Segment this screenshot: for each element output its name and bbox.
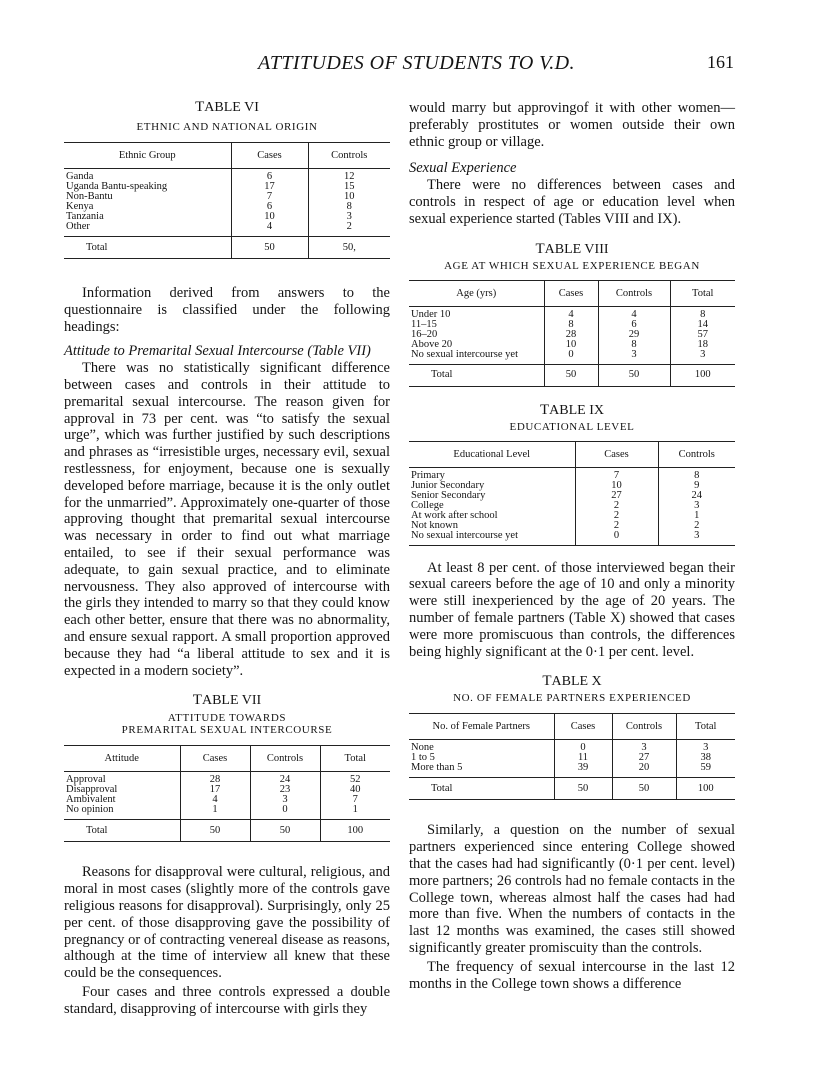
table-row xyxy=(64,202,390,212)
column-header: Cases xyxy=(231,143,308,169)
cell-cases: 0 xyxy=(554,740,612,754)
table-vi xyxy=(64,142,390,259)
table-vii xyxy=(64,745,390,842)
paragraph-premarital: There was no statistically significant difference between cases and controls in their attitude to premarital sexual intercourse. The reason given for approval in 73 per cent. was “to satisfy the sexual urge”, which was further justified by such descriptions and phrases as “irresistible urges, necessary evil, sexual restlessness, for enjoyment, because one is sexually developed before marriage, because it is the only outlet for the unmarried”. Approximately one-quarter of those approving thought that premarital sexual intercourse was necessary in order to find out what marriage entailed, to see if their sexual performance was adequate, to gain sexual practice, and to eliminate nervousness. They also approved of intercourse with the girls they intended to marry so that they could know each other better, ensure that there was no abnormality, and ensure sexual rapport. A small proportion approved because they had “a liberal attitude to sex and it is expected in a modern society”. xyxy=(64,360,390,679)
cell-cases: 28 xyxy=(180,772,250,786)
cell-total: 3 xyxy=(670,350,735,365)
cell-controls: 3 xyxy=(612,740,676,754)
paragraph-intro: Information derived from answers to the questionnaire is classified under the following headings: xyxy=(64,285,390,335)
running-header-title: ATTITUDES OF STUDENTS TO V.D. xyxy=(258,52,575,74)
cell-total: 3 xyxy=(676,740,735,754)
cell-cases: 17 xyxy=(180,785,250,795)
total-cases: 50 xyxy=(544,364,598,386)
table-header-row xyxy=(409,441,735,467)
row-label: 16–20 xyxy=(411,328,438,340)
column-header: Controls xyxy=(250,746,320,772)
cell-cases: 27 xyxy=(575,491,658,501)
cell-total: 18 xyxy=(670,340,735,350)
cell-controls: 8 xyxy=(308,202,390,212)
cell-controls: 3 xyxy=(598,350,670,365)
table-total-row xyxy=(409,364,735,386)
cell-cases: 10 xyxy=(231,212,308,222)
cell-controls: 8 xyxy=(658,467,735,481)
row-label: Junior Secondary xyxy=(411,479,485,491)
total-cases: 50 xyxy=(180,820,250,842)
total-cases: 50 xyxy=(231,237,308,259)
cell-total: 7 xyxy=(320,795,390,805)
row-label: Kenya xyxy=(66,201,94,212)
section-heading-premarital: Attitude to Premarital Sexual Intercourse (Table VII) xyxy=(64,343,371,360)
table-header-row xyxy=(409,280,735,306)
cell-controls: 15 xyxy=(308,182,390,192)
paragraph-sexual-experience: There were no differences between cases and controls in respect of age or education level when sexual experience started (Tables VIII and IX). xyxy=(409,177,735,227)
row-label: Other xyxy=(66,221,90,232)
cell-controls: 4 xyxy=(598,306,670,320)
cell-cases: 39 xyxy=(554,763,612,778)
total-label: Total xyxy=(64,237,231,259)
table-vii-subtitle-2: PREMARITAL SEXUAL INTERCOURSE xyxy=(121,724,333,737)
table-viii-title: TABLE VIII xyxy=(535,240,609,257)
cell-total: 38 xyxy=(676,753,735,763)
table-x-subtitle: NO. OF FEMALE PARTNERS EXPERIENCED xyxy=(453,692,691,705)
column-header: Cases xyxy=(575,441,658,467)
table-row xyxy=(409,531,735,546)
cell-cases: 0 xyxy=(575,531,658,546)
cell-controls: 3 xyxy=(658,501,735,511)
row-label: No opinion xyxy=(66,804,114,816)
table-vi-subtitle: ETHNIC AND NATIONAL ORIGIN xyxy=(136,121,318,133)
cell-total: 14 xyxy=(670,320,735,330)
total-total: 100 xyxy=(676,778,735,800)
table-vii-subtitle-1: ATTITUDE TOWARDS xyxy=(167,712,287,725)
cell-cases: 7 xyxy=(575,467,658,481)
row-label: Approval xyxy=(66,774,106,786)
column-header: Age (yrs) xyxy=(409,280,544,306)
cell-cases: 2 xyxy=(575,501,658,511)
table-row xyxy=(409,467,735,481)
column-header: Cases xyxy=(180,746,250,772)
left-column xyxy=(64,100,390,1018)
row-label: At work after school xyxy=(411,509,498,521)
cell-cases: 8 xyxy=(544,320,598,330)
total-controls: 50 xyxy=(598,364,670,386)
cell-cases: 4 xyxy=(231,222,308,237)
cell-cases: 17 xyxy=(231,182,308,192)
cell-cases: 28 xyxy=(544,330,598,340)
cell-cases: 11 xyxy=(554,753,612,763)
column-header: Controls xyxy=(598,280,670,306)
section-heading-sexual-experience: Sexual Experience xyxy=(409,160,517,177)
table-vi-title: TABLE VI xyxy=(195,99,259,115)
total-total: 100 xyxy=(320,820,390,842)
cell-total: 52 xyxy=(320,772,390,786)
table-row xyxy=(64,192,390,202)
cell-controls: 27 xyxy=(612,753,676,763)
cell-cases: 10 xyxy=(575,481,658,491)
column-header: Ethnic Group xyxy=(64,143,231,169)
table-row xyxy=(64,169,390,183)
cell-controls: 3 xyxy=(250,795,320,805)
paragraph-double-standard: Four cases and three controls expressed a double standard, disapproving of intercourse with girls they xyxy=(64,983,390,1017)
table-ix xyxy=(409,441,735,546)
cell-cases: 1 xyxy=(180,805,250,820)
cell-cases: 10 xyxy=(544,340,598,350)
column-header: Educational Level xyxy=(409,441,575,467)
cell-controls: 2 xyxy=(658,521,735,531)
total-controls: 50 xyxy=(250,820,320,842)
cell-controls: 2 xyxy=(308,222,390,237)
cell-cases: 0 xyxy=(544,350,598,365)
table-row xyxy=(64,212,390,222)
table-ix-title: TABLE IX xyxy=(540,401,604,418)
cell-total: 59 xyxy=(676,763,735,778)
row-label: Primary xyxy=(411,469,445,481)
row-label: Ambivalent xyxy=(66,794,116,806)
cell-cases: 4 xyxy=(544,306,598,320)
column-header: Total xyxy=(676,714,735,740)
table-viii xyxy=(409,280,735,387)
cell-controls: 24 xyxy=(658,491,735,501)
total-controls: 50, xyxy=(308,237,390,259)
column-header: Controls xyxy=(308,143,390,169)
cell-total: 1 xyxy=(320,805,390,820)
column-header: Total xyxy=(670,280,735,306)
cell-cases: 6 xyxy=(231,202,308,212)
cell-controls: 6 xyxy=(598,320,670,330)
total-controls: 50 xyxy=(612,778,676,800)
page-number: 161 xyxy=(707,52,734,72)
table-row xyxy=(409,763,735,778)
table-total-row xyxy=(64,820,390,842)
table-header-row xyxy=(409,714,735,740)
column-header: No. of Female Partners xyxy=(409,714,554,740)
row-label: Senior Secondary xyxy=(411,489,486,501)
cell-controls: 3 xyxy=(658,531,735,546)
cell-controls: 8 xyxy=(598,340,670,350)
table-vii-title: TABLE VII xyxy=(192,692,262,709)
row-label: 11–15 xyxy=(411,318,437,330)
table-row xyxy=(409,350,735,365)
cell-controls: 29 xyxy=(598,330,670,340)
total-total: 100 xyxy=(670,364,735,386)
table-row xyxy=(409,306,735,320)
table-viii-subtitle: AGE AT WHICH SEXUAL EXPERIENCE BEGAN xyxy=(444,259,700,272)
table-row xyxy=(409,740,735,754)
row-label: Disapproval xyxy=(66,784,118,796)
cell-controls: 20 xyxy=(612,763,676,778)
row-label: None xyxy=(411,742,434,754)
cell-total: 57 xyxy=(670,330,735,340)
row-label: No sexual intercourse yet xyxy=(411,529,519,541)
paragraph-frequency: The frequency of sexual intercourse in the last 12 months in the College town shows a difference xyxy=(409,958,735,992)
table-row xyxy=(64,772,390,786)
table-row xyxy=(64,222,390,237)
cell-cases: 7 xyxy=(231,192,308,202)
cell-controls: 3 xyxy=(308,212,390,222)
row-label: Above 20 xyxy=(411,338,453,350)
table-total-row xyxy=(64,237,390,259)
paragraph-at-least: At least 8 per cent. of those interviewed began their sexual careers before the age of 10 and only a minority were still inexperienced by the age of 20 years. The number of female partners (Table X) showed that cases were more promiscuous than controls, the differences being highly significant at the 0·1 per cent. level. xyxy=(409,559,735,660)
row-label: College xyxy=(411,499,444,511)
row-label: Not known xyxy=(411,519,458,531)
paragraph-similarly: Similarly, a question on the number of sexual partners experienced since entering College showed that the cases had had significantly (0·1 per cent. level) more partners; 26 controls had no female contacts in the College town, whereas almost half the cases had had more than five. When the numbers of contacts in the last 12 months was examined, the cases still showed significantly greater promiscuity than the controls. xyxy=(409,822,735,956)
column-header: Cases xyxy=(554,714,612,740)
column-header: Attitude xyxy=(64,746,180,772)
row-label: Ganda xyxy=(66,171,94,182)
cell-controls: 9 xyxy=(658,481,735,491)
total-cases: 50 xyxy=(554,778,612,800)
cell-controls: 10 xyxy=(308,192,390,202)
cell-controls: 12 xyxy=(308,169,390,183)
row-label: Under 10 xyxy=(411,308,451,320)
paragraph-continued: would marry but approvingof it with other women—preferably prostitutes or women outside their own ethnic group or village. xyxy=(409,100,735,150)
cell-controls: 0 xyxy=(250,805,320,820)
cell-cases: 6 xyxy=(231,169,308,183)
cell-controls: 24 xyxy=(250,772,320,786)
cell-total: 40 xyxy=(320,785,390,795)
row-label: Uganda Bantu-speaking xyxy=(66,181,168,192)
table-total-row xyxy=(409,778,735,800)
right-column xyxy=(409,100,735,992)
total-label: Total xyxy=(409,778,554,800)
cell-controls: 23 xyxy=(250,785,320,795)
row-label: Tanzania xyxy=(66,211,104,222)
row-label: No sexual intercourse yet xyxy=(411,348,519,360)
column-header: Controls xyxy=(612,714,676,740)
total-label: Total xyxy=(64,820,180,842)
table-x xyxy=(409,713,735,800)
table-header-row xyxy=(64,143,390,169)
cell-cases: 2 xyxy=(575,521,658,531)
cell-controls: 1 xyxy=(658,511,735,521)
paragraph-disapproval: Reasons for disapproval were cultural, religious, and moral in most cases (slightly more of the controls gave religious reasons for disapproval). Surprisingly, only 25 per cent. of those disapproving gave the possibility of pregnancy or of contracting venereal disease as reasons, although at the time of interview all knew that these could be the consequences. xyxy=(64,864,390,982)
table-header-row xyxy=(64,746,390,772)
column-header: Total xyxy=(320,746,390,772)
row-label: Non-Bantu xyxy=(66,191,113,202)
table-x-title: TABLE X xyxy=(542,673,602,690)
row-label: More than 5 xyxy=(411,762,463,774)
column-header: Cases xyxy=(544,280,598,306)
cell-cases: 4 xyxy=(180,795,250,805)
table-row xyxy=(409,491,735,501)
row-label: 1 to 5 xyxy=(411,752,435,764)
column-header: Controls xyxy=(658,441,735,467)
table-ix-subtitle: EDUCATIONAL LEVEL xyxy=(509,420,635,433)
total-label: Total xyxy=(409,364,544,386)
table-row xyxy=(64,805,390,820)
cell-total: 8 xyxy=(670,306,735,320)
cell-cases: 2 xyxy=(575,511,658,521)
